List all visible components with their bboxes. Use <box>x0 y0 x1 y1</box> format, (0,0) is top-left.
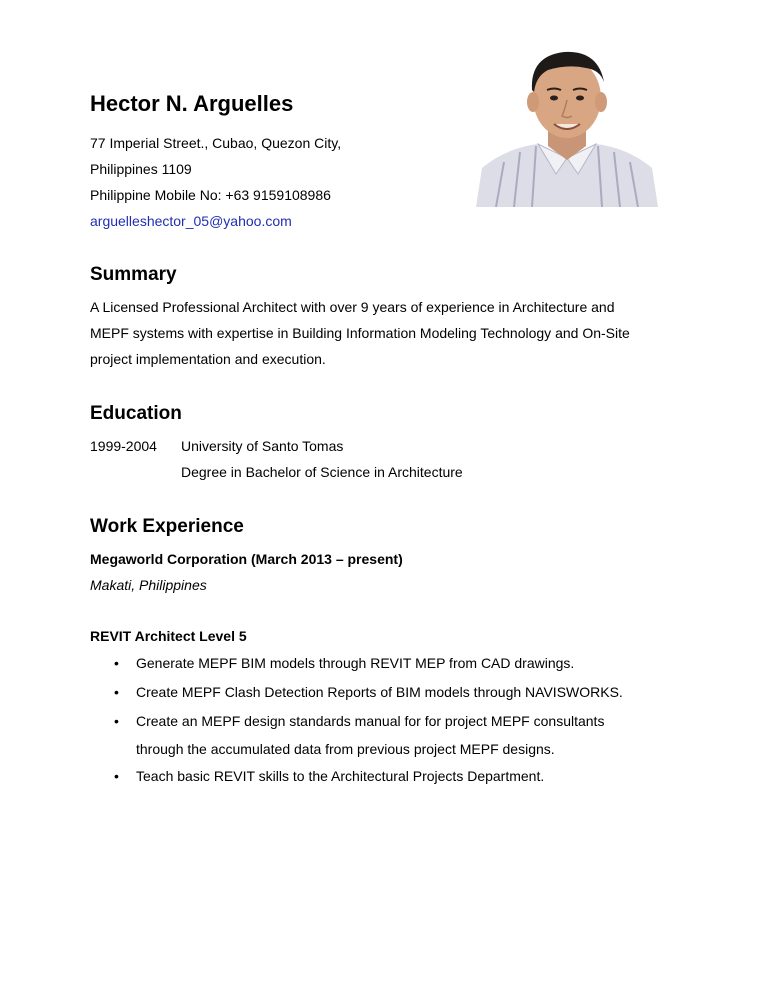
summary-line-3: project implementation and execution. <box>90 351 326 367</box>
list-item: Generate MEPF BIM models through REVIT MEP from CAD drawings. <box>136 655 575 671</box>
bullet-marker: • <box>114 684 119 700</box>
summary-line-2: MEPF systems with expertise in Building Information Modeling Technology and On-Site <box>90 325 630 341</box>
address-line-2: Philippines 1109 <box>90 161 192 177</box>
address-line-1: 77 Imperial Street., Cubao, Quezon City, <box>90 135 342 151</box>
bullet-marker: • <box>114 768 119 784</box>
education-years: 1999-2004 <box>90 438 157 454</box>
education-degree: Degree in Bachelor of Science in Architecture <box>181 464 463 480</box>
employer-name: Megaworld Corporation (March 2013 – present) <box>90 551 403 567</box>
list-item: Create MEPF Clash Detection Reports of BIM models through NAVISWORKS. <box>136 684 623 700</box>
education-heading: Education <box>90 403 182 424</box>
list-item: Teach basic REVIT skills to the Architectural Projects Department. <box>136 768 545 784</box>
profile-photo <box>476 40 658 207</box>
mobile-number: Philippine Mobile No: +63 9159108986 <box>90 187 331 203</box>
applicant-name: Hector N. Arguelles <box>90 91 294 116</box>
bullet-marker: • <box>114 713 119 729</box>
bullet-marker: • <box>114 655 119 671</box>
summary-line-1: A Licensed Professional Architect with over 9 years of experience in Architecture and <box>90 299 615 315</box>
employer-location: Makati, Philippines <box>90 577 207 593</box>
education-school: University of Santo Tomas <box>181 438 344 454</box>
list-item: Create an MEPF design standards manual for for project MEPF consultants <box>136 713 605 729</box>
work-experience-heading: Work Experience <box>90 516 244 537</box>
profile-photo-illustration <box>476 40 658 207</box>
email-link[interactable]: arguelleshector_05@yahoo.com <box>90 213 292 229</box>
list-item-continuation: through the accumulated data from previous project MEPF designs. <box>136 741 555 757</box>
summary-heading: Summary <box>90 264 177 285</box>
job-title: REVIT Architect Level 5 <box>90 628 247 644</box>
